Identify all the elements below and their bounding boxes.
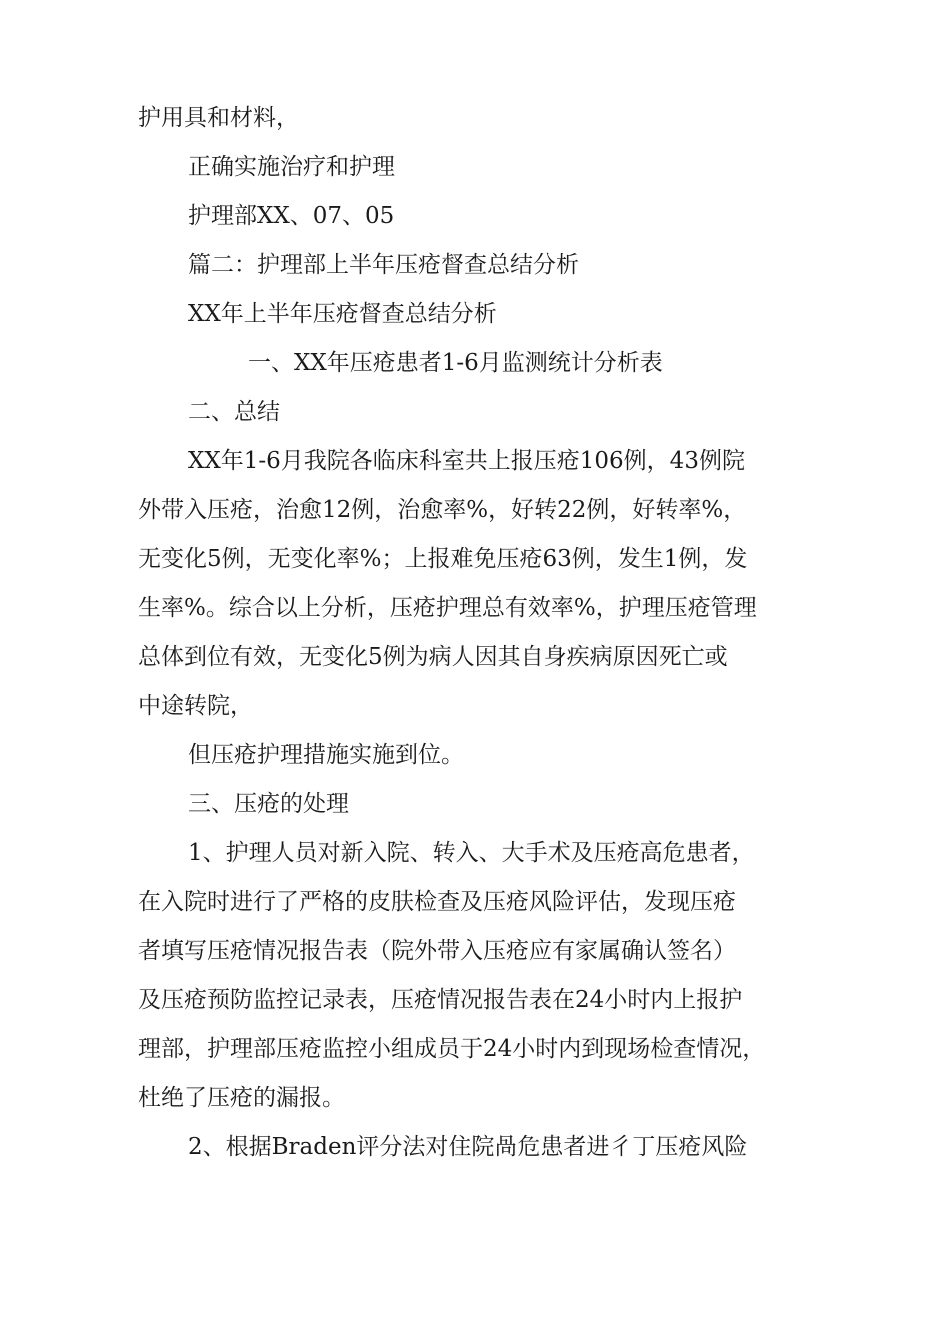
text-line: 但压疮护理措施实施到位。 xyxy=(188,742,464,768)
text-line: 中途转院， xyxy=(138,693,253,719)
text-line: 1、护理人员对新入院、转入、大手术及压疮高危患者， xyxy=(188,840,755,866)
text-line: 在入院时进行了严格的皮肤检查及压疮风险评估，发现压疮 xyxy=(138,889,736,915)
table-caption: 一、XX年压疮患者1-6月监测统计分析表 xyxy=(248,350,663,376)
document-body xyxy=(138,94,823,1172)
text-line: 护理部XX、07、05 xyxy=(188,203,395,229)
text-line: 正确实施治疗和护理 xyxy=(188,154,395,180)
text-line: 理部，护理部压疮监控小组成员于24小时内到现场检查情况， xyxy=(138,1036,766,1062)
text-line: 总体到位有效，无变化5例为病人因其自身疾病原因死亡或 xyxy=(138,644,728,670)
text-line: 护用具和材料， xyxy=(138,105,299,131)
document-title: XX年上半年压疮督查总结分析 xyxy=(188,301,497,327)
text-line: 生率%。综合以上分析，压疮护理总有效率%，护理压疮管理 xyxy=(138,595,757,621)
section-heading: 三、压疮的处理 xyxy=(188,791,349,817)
text-line: 及压疮预防监控记录表，压疮情况报告表在24小时内上报护 xyxy=(138,987,743,1013)
text-line: XX年1-6月我院各临床科室共上报压疮106例，43例院 xyxy=(188,448,745,474)
section-heading: 二、总结 xyxy=(188,399,280,425)
text-line: 无变化5例，无变化率%；上报难免压疮63例，发生1例，发 xyxy=(138,546,748,572)
text-line: 杜绝了压疮的漏报。 xyxy=(138,1085,345,1111)
text-line: 者填写压疮情况报告表（院外带入压疮应有家属确认签名） xyxy=(138,938,736,964)
text-line: 2、根据Braden评分法对住院咼危患者进彳丁压疮风险 xyxy=(188,1134,748,1160)
text-line: 外带入压疮，治愈12例，治愈率%，好转22例，好转率%， xyxy=(138,497,747,523)
section-heading: 篇二：护理部上半年压疮督查总结分析 xyxy=(188,252,579,278)
